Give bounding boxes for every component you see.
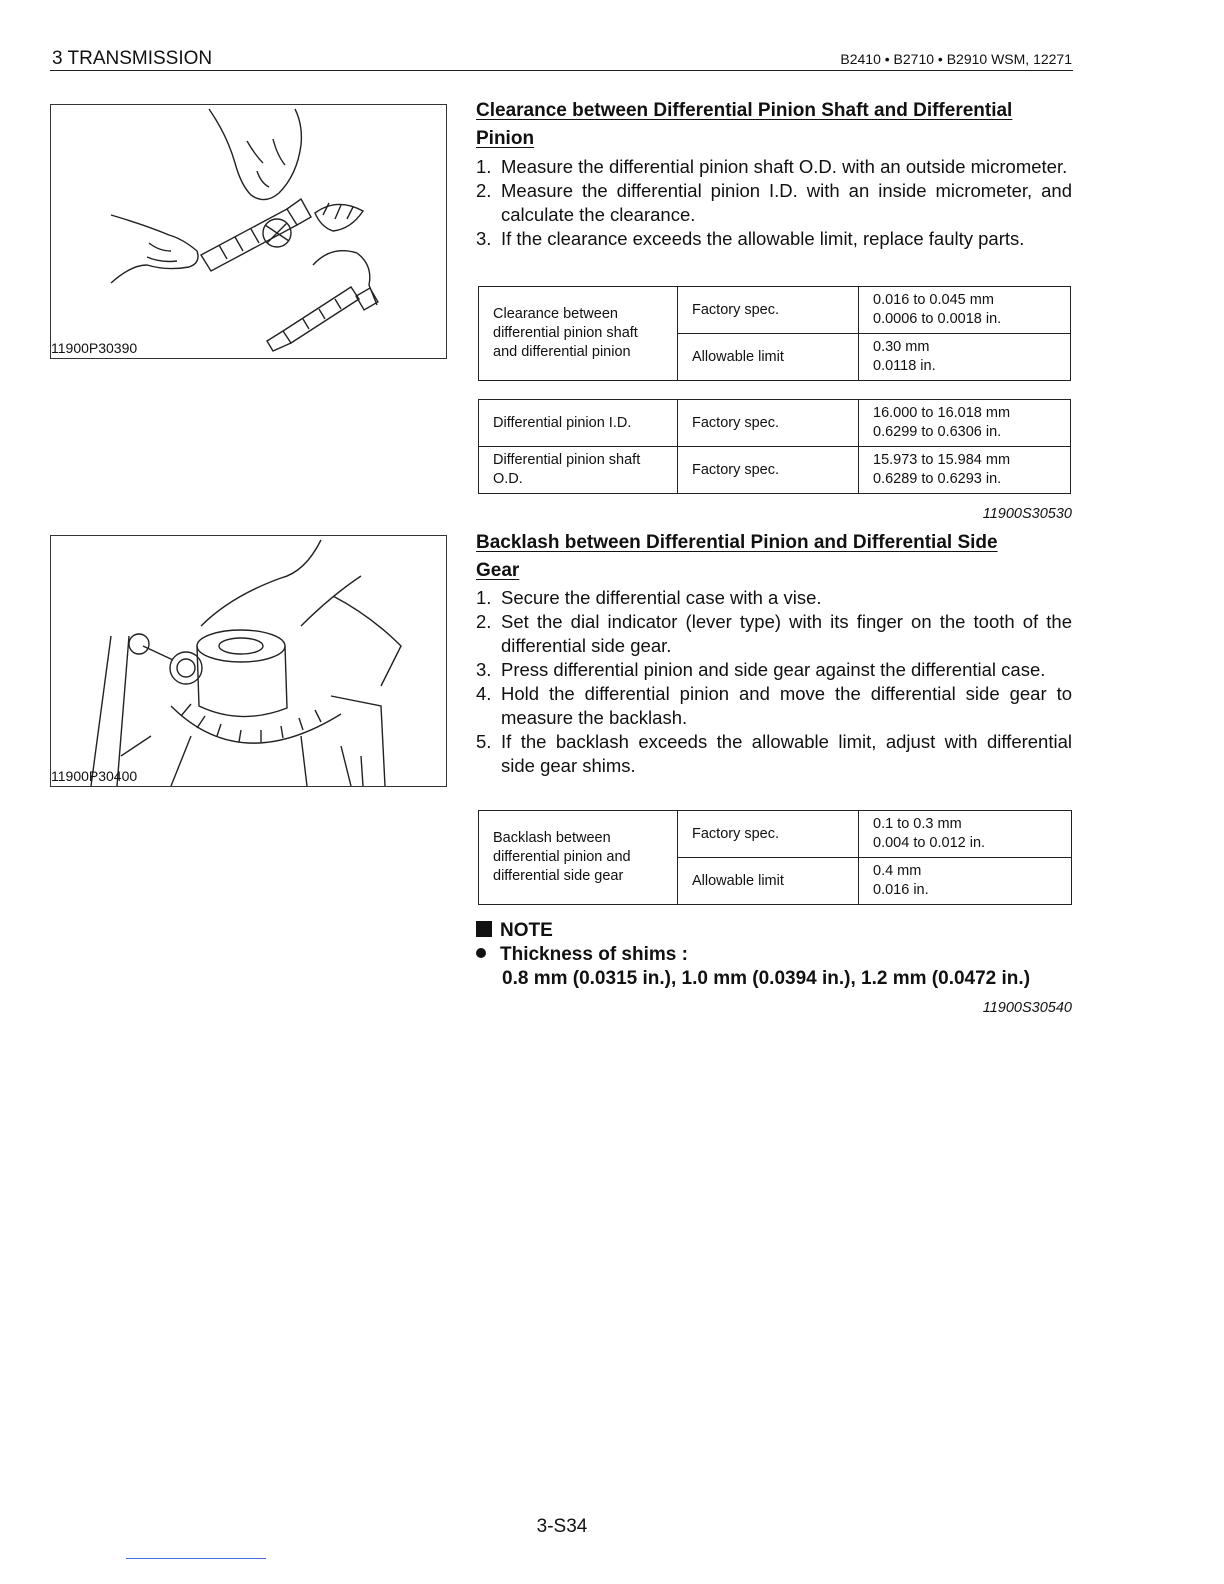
section2-heading bbox=[476, 529, 1056, 585]
figure-caption: 11900P30390 bbox=[51, 340, 138, 356]
table-cell-label: Factory spec. bbox=[678, 287, 859, 334]
dial-indicator-illustration bbox=[51, 536, 446, 786]
list-item: 2. Set the dial indicator (lever type) with its finger on the tooth of the differential side gear. bbox=[476, 611, 1072, 656]
table-cell-value: 0.1 to 0.3 mm 0.004 to 0.012 in. bbox=[859, 811, 1072, 858]
section2-heading-line2: Gear bbox=[476, 560, 520, 581]
note-values: 0.8 mm (0.0315 in.), 1.0 mm (0.0394 in.), 1.2 mm (0.0472 in.) bbox=[502, 968, 1031, 989]
table-cell-label: Allowable limit bbox=[678, 334, 859, 381]
header-rule bbox=[50, 70, 1073, 71]
table-cell-value: 0.4 mm 0.016 in. bbox=[859, 858, 1072, 905]
list-item: 3. Press differential pinion and side gear against the differential case. bbox=[476, 659, 1046, 680]
section1-heading bbox=[476, 97, 1056, 153]
section1-steps bbox=[476, 155, 1072, 251]
reference-code: 11900S30530 bbox=[982, 506, 1072, 522]
clearance-spec-table bbox=[478, 286, 1071, 381]
table-cell-label: Allowable limit bbox=[678, 858, 859, 905]
list-item: 5. If the backlash exceeds the allowable limit, adjust with differential side gear shims. bbox=[476, 731, 1072, 776]
table-cell-item: Differential pinion I.D. bbox=[479, 400, 678, 447]
list-item: 2. Measure the differential pinion I.D. with an inside micrometer, and calculate the clearance. bbox=[476, 180, 1072, 225]
section2-steps bbox=[476, 586, 1072, 778]
bullet-icon bbox=[476, 948, 486, 958]
note-square-icon bbox=[476, 921, 492, 937]
pinion-dimension-table bbox=[478, 399, 1071, 494]
section2-heading-line1: Backlash between Differential Pinion and Differential Side bbox=[476, 532, 998, 553]
table-cell-value: 0.30 mm 0.0118 in. bbox=[859, 334, 1071, 381]
page-number: 3-S34 bbox=[536, 1516, 588, 1537]
section-title: 3 TRANSMISSION bbox=[52, 48, 213, 69]
bottom-rule bbox=[126, 1558, 266, 1559]
micrometer-illustration bbox=[51, 105, 446, 358]
list-item: 3. If the clearance exceeds the allowable limit, replace faulty parts. bbox=[476, 228, 1025, 249]
figure-dial-indicator bbox=[50, 535, 447, 787]
table-cell-value: 0.016 to 0.045 mm 0.0006 to 0.0018 in. bbox=[859, 287, 1071, 334]
note-bullet: Thickness of shims : bbox=[476, 944, 688, 966]
table-cell-label: Factory spec. bbox=[678, 400, 859, 447]
table-cell-value: 16.000 to 16.018 mm 0.6299 to 0.6306 in. bbox=[859, 400, 1071, 447]
note-heading: NOTE bbox=[476, 920, 553, 942]
table-cell-label: Factory spec. bbox=[678, 811, 859, 858]
list-item: 1. Measure the differential pinion shaft O.D. with an outside micrometer. bbox=[476, 156, 1068, 177]
table-cell-value: 15.973 to 15.984 mm 0.6289 to 0.6293 in. bbox=[859, 447, 1071, 494]
table-cell-item: Differential pinion shaft O.D. bbox=[479, 447, 678, 494]
section1-heading-line1: Clearance between Differential Pinion Shaft and Differential bbox=[476, 100, 1013, 121]
backlash-spec-table bbox=[478, 810, 1072, 905]
table-cell-label: Factory spec. bbox=[678, 447, 859, 494]
list-item: 1. Secure the differential case with a vise. bbox=[476, 587, 822, 608]
figure-micrometer bbox=[50, 104, 447, 359]
reference-code: 11900S30540 bbox=[982, 1000, 1072, 1016]
model-reference: B2410 • B2710 • B2910 WSM, 12271 bbox=[840, 51, 1072, 67]
table-cell-item: Backlash between differential pinion and differential side gear bbox=[479, 811, 678, 905]
figure-caption: 11900P30400 bbox=[51, 768, 138, 784]
section1-heading-line2: Pinion bbox=[476, 128, 535, 149]
list-item: 4. Hold the differential pinion and move the differential side gear to measure the backlash. bbox=[476, 683, 1072, 728]
table-cell-item: Clearance between differential pinion shaft and differential pinion bbox=[479, 287, 678, 381]
